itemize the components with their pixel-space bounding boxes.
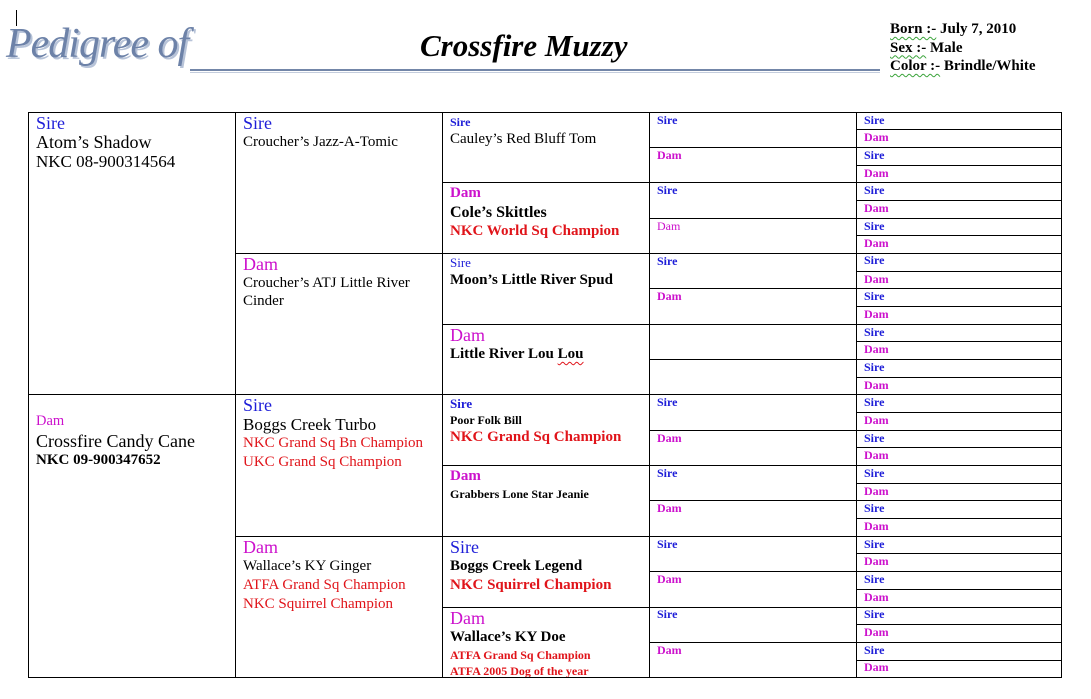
gen2-dd-cell (236, 537, 442, 677)
sire-label: Sire (864, 148, 885, 162)
sire-label: Sire (243, 395, 272, 415)
row-divider (856, 288, 1062, 289)
gen2-sd-name-line2: Cinder (243, 293, 284, 309)
sex-row (890, 39, 1036, 58)
gen3-dds-name: Boggs Creek Legend (450, 558, 583, 574)
dam-label: Dam (657, 219, 681, 233)
dam-label: Dam (243, 254, 278, 274)
gen1-sire-name: Atom’s Shadow (36, 132, 152, 152)
sire-label: Sire (657, 466, 678, 480)
gen3-dds-cell (443, 537, 649, 607)
row-divider (856, 607, 1062, 608)
sire-label: Sire (864, 466, 885, 480)
gen2-sd-name-line1: Croucher’s ATJ Little River (243, 275, 410, 291)
sire-label: Sire (657, 254, 678, 268)
sire-label: Sire (657, 113, 678, 127)
gen2-dd-name: Wallace’s KY Ginger (243, 558, 372, 574)
gen3-ssd-title: NKC World Sq Champion (450, 223, 620, 239)
sire-label: Sire (864, 360, 885, 374)
row-divider (649, 607, 857, 608)
gen3-sdd-name-part2: Lou (557, 346, 584, 362)
sire-label: Sire (864, 253, 885, 267)
dam-label: Dam (864, 590, 889, 604)
gen1-sire-cell (29, 113, 235, 253)
sire-label: Sire (36, 113, 65, 133)
gen1-dam-cell (29, 412, 235, 552)
row-divider (28, 394, 236, 395)
sire-label: Sire (657, 395, 678, 409)
gen1-sire-reg: NKC 08-900314564 (36, 152, 176, 171)
gen3-dss-title: NKC Grand Sq Champion (450, 429, 622, 445)
sire-label: Sire (450, 115, 471, 129)
dam-label: Dam (864, 413, 889, 427)
dam-label: Dam (864, 166, 889, 180)
header-underline-shadow (190, 72, 880, 73)
row-divider (649, 394, 857, 395)
row-divider (856, 430, 1062, 431)
dam-label: Dam (450, 185, 481, 201)
gen2-ds-cell (236, 395, 442, 536)
pedigree-of-heading: Pedigree of (6, 21, 189, 67)
sire-label: Sire (864, 501, 885, 515)
dam-label: Dam (657, 289, 682, 303)
color-row (890, 57, 1036, 76)
gen3-ddd-title1: ATFA Grand Sq Champion (450, 648, 591, 662)
row-divider (856, 500, 1062, 501)
gen3-sdd-name (450, 345, 649, 364)
gen3-ssd-name: Cole’s Skittles (450, 204, 547, 221)
sire-label: Sire (243, 113, 272, 133)
gen2-ss-name: Croucher’s Jazz-A-Tomic (243, 134, 398, 150)
row-divider (856, 253, 1062, 254)
gen3-dss-cell (443, 395, 649, 465)
sire-label: Sire (657, 537, 678, 551)
sire-label: Sire (657, 607, 678, 621)
row-divider (856, 536, 1062, 537)
color-label: Color :- (890, 58, 941, 74)
gen2-ds-title1: NKC Grand Sq Bn Champion (243, 435, 423, 451)
dam-label: Dam (864, 448, 889, 462)
header-underline (190, 69, 880, 71)
dam-label: Dam (657, 572, 682, 586)
sire-label: Sire (864, 572, 885, 586)
gen3-ssd-cell (443, 183, 649, 253)
dam-label: Dam (864, 236, 889, 250)
dam-label: Dam (864, 130, 889, 144)
row-divider (856, 642, 1062, 643)
dam-label: Dam (657, 643, 682, 657)
sire-label: Sire (864, 395, 885, 409)
dam-label: Dam (450, 468, 481, 484)
row-divider (649, 465, 857, 466)
born-row (890, 20, 1036, 39)
born-label: Born :- (890, 21, 937, 37)
sire-label: Sire (864, 537, 885, 551)
gen3-dss-name: Poor Folk Bill (450, 413, 522, 427)
dam-label: Dam (450, 325, 485, 345)
gen3-ddd-name: Wallace’s KY Doe (450, 629, 566, 645)
dam-label: Dam (864, 342, 889, 356)
sire-label: Sire (657, 183, 678, 197)
col-divider (649, 112, 650, 678)
dam-label: Dam (864, 519, 889, 533)
gen2-ds-name: Boggs Creek Turbo (243, 415, 377, 434)
row-divider (856, 147, 1062, 148)
gen3-dds-title: NKC Squirrel Champion (450, 577, 612, 593)
sire-label: Sire (864, 113, 885, 127)
sire-label: Sire (864, 219, 885, 233)
dam-label: Dam (864, 378, 889, 392)
row-divider (649, 324, 857, 325)
sire-label: Sire (450, 396, 473, 411)
row-divider (649, 182, 857, 183)
gen3-dsd-cell (443, 466, 649, 536)
sire-label: Sire (864, 431, 885, 445)
dog-info (890, 20, 1036, 76)
gen3-dsd-name: Grabbers Lone Star Jeanie (450, 487, 589, 501)
col-divider (856, 112, 857, 678)
dam-label: Dam (864, 201, 889, 215)
sire-label: Sire (864, 183, 885, 197)
sex-label: Sex :- (890, 39, 927, 56)
table-border-right (1061, 112, 1062, 678)
gen3-ddd-title2: ATFA 2005 Dog of the year (450, 664, 589, 677)
dam-label: Dam (657, 501, 682, 515)
sire-label: Sire (864, 325, 885, 339)
sire-label: Sire (450, 255, 471, 270)
gen3-sss-cell (443, 113, 649, 182)
born-value: July 7, 2010 (940, 21, 1017, 37)
gen3-ddd-cell (443, 608, 649, 677)
sex-value: Male (930, 39, 963, 56)
dam-label: Dam (864, 272, 889, 286)
dam-label: Dam (243, 537, 278, 557)
sire-label: Sire (864, 643, 885, 657)
sire-label: Sire (450, 537, 479, 557)
row-divider (649, 359, 857, 360)
row-divider (856, 571, 1062, 572)
gen3-sdd-name-part1: Little River Lou (450, 346, 558, 362)
row-divider (856, 324, 1062, 325)
dam-label: Dam (864, 484, 889, 498)
gen2-ss-cell (236, 113, 442, 253)
gen2-ds-title2: UKC Grand Sq Champion (243, 454, 402, 470)
dam-label: Dam (657, 148, 682, 162)
gen1-dam-name: Crossfire Candy Cane (36, 431, 195, 451)
row-divider (649, 253, 857, 254)
table-border-bottom (28, 677, 1062, 678)
dam-label: Dam (864, 660, 889, 674)
gen3-sds-name: Moon’s Little River Spud (450, 272, 613, 288)
gen2-sd-cell (236, 254, 442, 394)
dog-name: Crossfire Muzzy (420, 28, 628, 63)
gen1-dam-reg: NKC 09-900347652 (36, 452, 161, 468)
row-divider (856, 359, 1062, 360)
row-divider (856, 465, 1062, 466)
gen3-sss-name: Cauley’s Red Bluff Tom (450, 131, 597, 147)
dam-label: Dam (657, 431, 682, 445)
color-value: Brindle/White (943, 58, 1036, 74)
row-divider (856, 182, 1062, 183)
dam-label: Dam (864, 625, 889, 639)
dam-label: Dam (36, 413, 65, 429)
gen2-dd-title2: NKC Squirrel Champion (243, 596, 393, 612)
gen3-sds-cell (443, 254, 649, 324)
row-divider (856, 218, 1062, 219)
dam-label: Dam (864, 307, 889, 321)
sire-label: Sire (864, 289, 885, 303)
dam-label: Dam (450, 608, 485, 628)
gen2-dd-title1: ATFA Grand Sq Champion (243, 577, 406, 593)
dam-label: Dam (864, 554, 889, 568)
row-divider (856, 394, 1062, 395)
row-divider (649, 536, 857, 537)
sire-label: Sire (864, 607, 885, 621)
gen3-sdd-cell (443, 325, 649, 394)
